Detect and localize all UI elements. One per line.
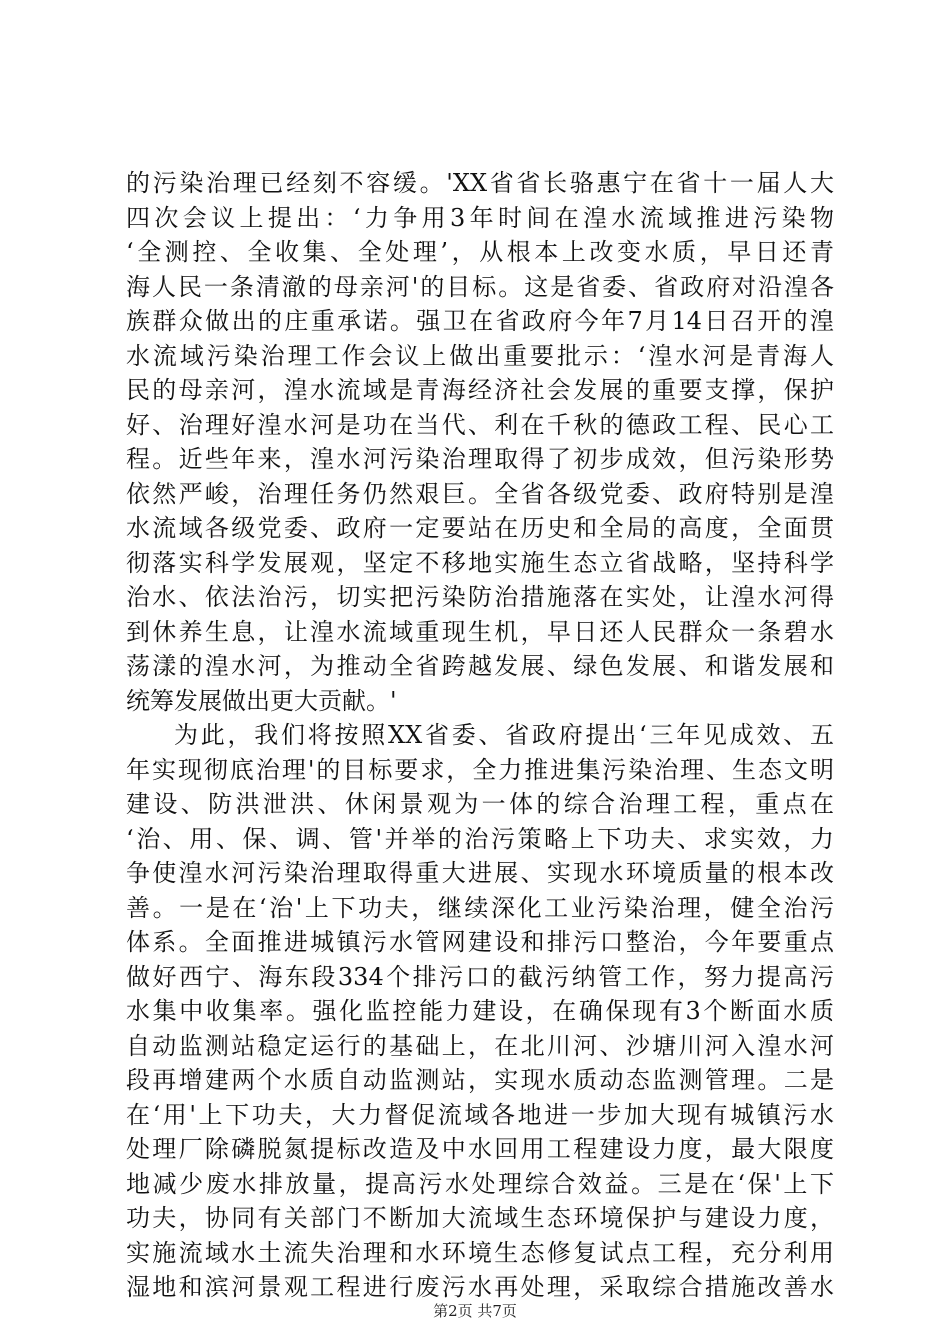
- paragraph-2: [126, 718, 834, 1305]
- text-line: 程。近些年来，湟水河污染治理取得了初步成效，但污染形势: [126, 445, 834, 473]
- text-line: 水集中收集率。强化监控能力建设，在确保现有3个断面水质: [126, 997, 834, 1025]
- text-line: 年实现彻底治理'的目标要求，全力推进集污染治理、生态文明: [126, 755, 834, 784]
- text-line: 为此，我们将按照XX省委、省政府提出‘三年见成效、五: [174, 721, 834, 749]
- text-line: ‘全测控、全收集、全处理’，从根本上改变水质，早日还青: [126, 238, 834, 266]
- text-line: 依然严峻，治理任务仍然艰巨。全省各级党委、政府特别是湟: [126, 479, 834, 508]
- text-line: 自动监测站稳定运行的基础上，在北川河、沙塘川河入湟水河: [126, 1031, 834, 1060]
- document-body: [126, 166, 834, 1305]
- text-line: 到休养生息，让湟水流域重现生机，早日还人民群众一条碧水: [126, 617, 834, 646]
- page-number: 第2页 共7页: [433, 1302, 517, 1320]
- text-line: 功夫，协同有关部门不断加大流域生态环境保护与建设力度，: [126, 1204, 834, 1232]
- text-line: 处理厂除磷脱氮提标改造及中水回用工程建设力度，最大限度: [126, 1135, 834, 1163]
- text-line: 善。一是在‘治'上下功夫，继续深化工业污染治理，健全治污: [126, 893, 834, 922]
- text-line: 争使湟水河污染治理取得重大进展、实现水环境质量的根本改: [126, 859, 834, 887]
- text-line: 民的母亲河，湟水流域是青海经济社会发展的重要支撑，保护: [126, 376, 834, 404]
- text-line: 的污染治理已经刻不容缓。'XX省省长骆惠宁在省十一届人大: [126, 169, 834, 197]
- text-line: 湿地和滨河景观工程进行废污水再处理，采取综合措施改善水: [126, 1273, 834, 1301]
- text-line: 彻落实科学发展观，坚定不移地实施生态立省战略，坚持科学: [126, 548, 834, 577]
- text-line: 建设、防洪泄洪、休闲景观为一体的综合治理工程，重点在: [126, 790, 834, 818]
- text-line: 在‘用'上下功夫，大力督促流域各地进一步加大现有城镇污水: [126, 1100, 834, 1129]
- text-line: 好、治理好湟水河是功在当代、利在千秋的德政工程、民心工: [126, 410, 834, 439]
- text-line: 实施流域水土流失治理和水环境生态修复试点工程，充分利用: [126, 1238, 834, 1267]
- text-line: 地减少废水排放量，提高污水处理综合效益。三是在‘保'上下: [126, 1169, 834, 1198]
- text-line: 族群众做出的庄重承诺。强卫在省政府今年7月14日召开的湟: [126, 307, 834, 335]
- text-line: 做好西宁、海东段334个排污口的截污纳管工作，努力提高污: [126, 962, 834, 991]
- text-line: ‘治、用、保、调、管'并举的治污策略上下功夫、求实效，力: [126, 824, 834, 853]
- text-line: 荡漾的湟水河，为推动全省跨越发展、绿色发展、和谐发展和: [126, 652, 834, 680]
- text-line: 段再增建两个水质自动监测站，实现水质动态监测管理。二是: [126, 1066, 834, 1094]
- text-line: 水流域各级党委、政府一定要站在历史和全局的高度，全面贯: [126, 514, 834, 542]
- text-line: 统筹发展做出更大贡献。': [126, 686, 397, 715]
- text-line: 治水、依法治污，切实把污染防治措施落在实处，让湟水河得: [126, 583, 834, 611]
- text-line: 水流域污染治理工作会议上做出重要批示：‘湟水河是青海人: [126, 341, 834, 370]
- paragraph-1: [126, 166, 834, 718]
- text-line: 四次会议上提出：‘力争用3年时间在湟水流域推进污染物: [126, 203, 834, 232]
- text-line: 海人民一条清澈的母亲河'的目标。这是省委、省政府对沿湟各: [126, 272, 834, 301]
- text-line: 体系。全面推进城镇污水管网建设和排污口整治，今年要重点: [126, 928, 834, 956]
